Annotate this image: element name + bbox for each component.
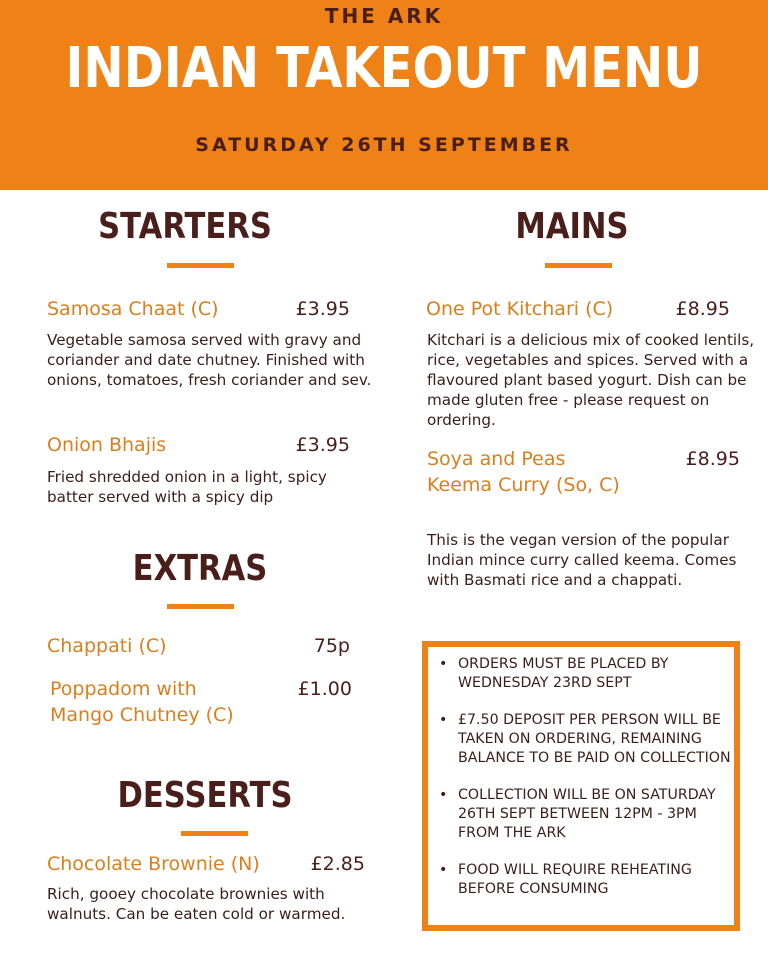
- item-name: Onion Bhajis: [47, 434, 167, 456]
- bullet-icon: •: [439, 712, 448, 728]
- item-name: Samosa Chaat (C): [47, 298, 219, 320]
- org-name: THE ARK: [324, 4, 444, 28]
- order-note-text: COLLECTION WILL BE ON SATURDAY 26TH SEPT BETWEEN 12PM - 3PM FROM THE ARK: [458, 787, 716, 841]
- item-price: £8.95: [675, 298, 730, 320]
- item-description: Rich, gooey chocolate brownies with walnuts. Can be eaten cold or warmed.: [47, 885, 346, 923]
- page-title: INDIAN TAKEOUT MENU: [65, 36, 703, 101]
- order-note-text: ORDERS MUST BE PLACED BY WEDNESDAY 23RD SEPT: [458, 656, 669, 691]
- bullet-icon: •: [439, 862, 448, 878]
- item-description: This is the vegan version of the popular Indian mince curry called keema. Comes with Basmati rice and a chappati.: [427, 531, 737, 589]
- order-note: [439, 861, 734, 899]
- menu-date: SATURDAY 26TH SEPTEMBER: [195, 134, 573, 156]
- mains-heading: MAINS: [515, 206, 629, 247]
- item-name: One Pot Kitchari (C): [426, 298, 614, 320]
- order-note: [439, 711, 734, 768]
- starters-divider: [167, 263, 234, 268]
- item-price: £3.95: [295, 434, 350, 456]
- order-notes-list: [428, 647, 734, 899]
- item-description: Fried shredded onion in a light, spicy batter served with a spicy dip: [47, 468, 327, 506]
- item-price: £1.00: [297, 678, 352, 700]
- item-name: Chocolate Brownie (N): [47, 853, 260, 875]
- bullet-icon: •: [439, 656, 448, 672]
- item-price: £8.95: [685, 448, 740, 470]
- desserts-heading: DESSERTS: [117, 775, 293, 816]
- extras-divider: [167, 604, 234, 609]
- item-price: £2.85: [310, 853, 365, 875]
- extras-heading: EXTRAS: [132, 548, 268, 589]
- item-description: Kitchari is a delicious mix of cooked lentils, rice, vegetables and spices. Served with a flavoured plant based yogurt. Dish can be made gluten free - please request on ordering.: [427, 331, 755, 429]
- order-note: [439, 786, 734, 843]
- mains-divider: [545, 263, 612, 268]
- item-name: Poppadom with Mango Chutney (C): [50, 678, 234, 726]
- order-note-text: FOOD WILL REQUIRE REHEATING BEFORE CONSUMING: [458, 862, 692, 897]
- order-notes-box: [422, 641, 740, 931]
- header-banner: [0, 0, 768, 190]
- order-note-text: £7.50 DEPOSIT PER PERSON WILL BE TAKEN ON ORDERING, REMAINING BALANCE TO BE PAID ON COLLECTION: [458, 712, 731, 766]
- item-description: Vegetable samosa served with gravy and coriander and date chutney. Finished with onions, tomatoes, fresh coriander and sev.: [47, 331, 372, 389]
- item-name: Soya and Peas Keema Curry (So, C): [427, 448, 620, 496]
- starters-heading: STARTERS: [98, 206, 272, 247]
- desserts-divider: [181, 831, 248, 836]
- item-name: Chappati (C): [47, 635, 167, 657]
- item-price: £3.95: [295, 298, 350, 320]
- order-note: [439, 655, 734, 693]
- bullet-icon: •: [439, 787, 448, 803]
- item-price: 75p: [313, 635, 350, 657]
